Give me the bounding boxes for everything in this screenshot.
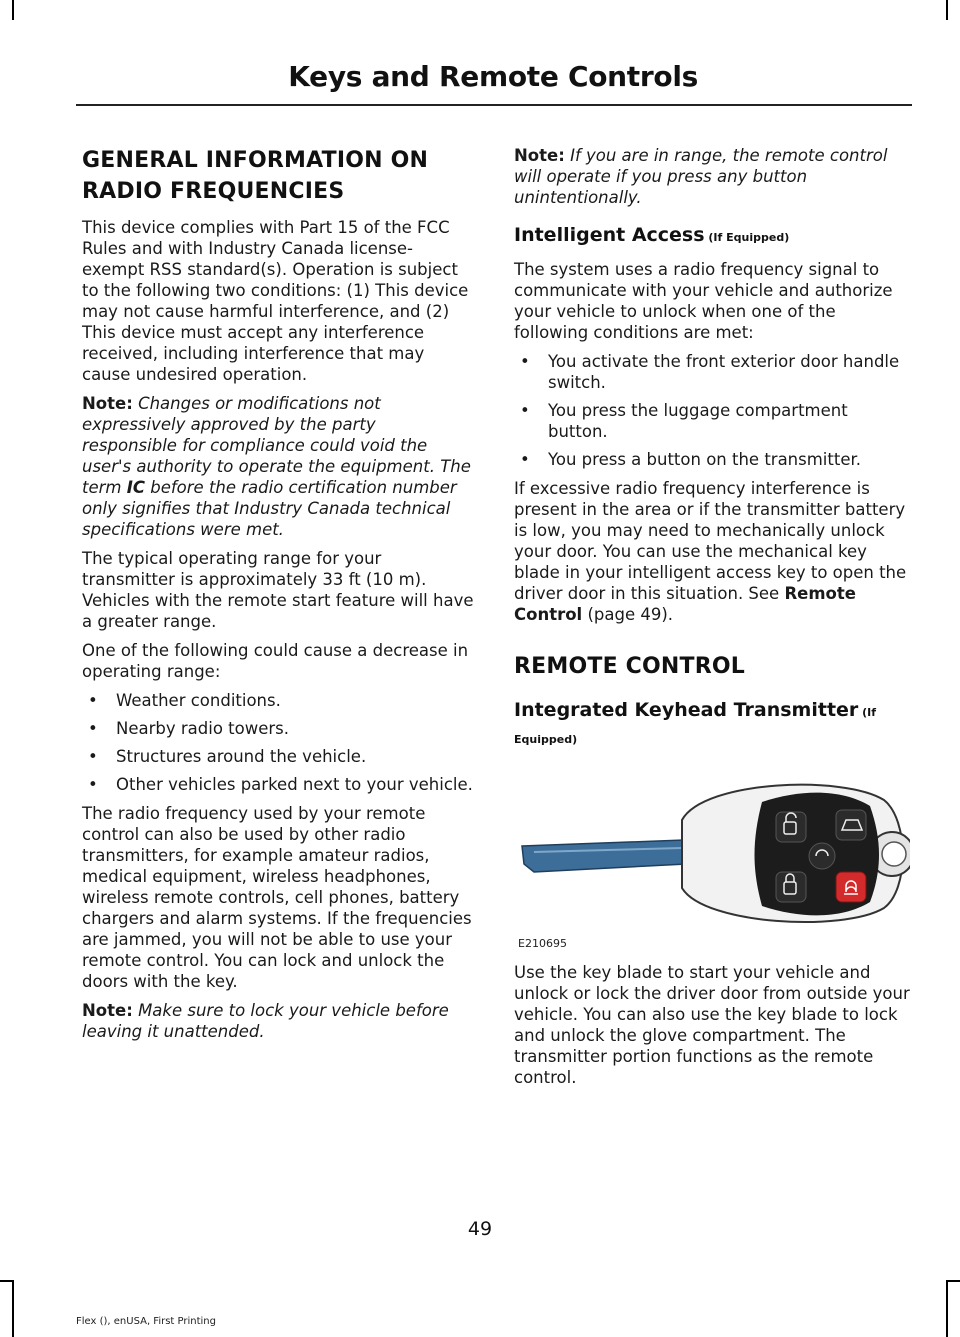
note-text-a: Changes or modifications not expressively approved by the party responsible for compliance could void the user's authority to operate the equipment. The term (82, 394, 471, 497)
heading-line-2: RADIO FREQUENCIES (82, 179, 345, 204)
unlock-conditions-list (514, 351, 910, 470)
fcc-compliance-paragraph: This device complies with Part 15 of the FCC Rules and with Industry Canada license-exempt RSS standard(s). Operation is subject to the following two conditions: (1) This device may not cause harmful interference, and (2) This device must accept any interference received, including interference that may cause undesired operation. (82, 218, 469, 384)
note-modifications (82, 393, 474, 540)
list-item: • You press the luggage compartment button. (520, 401, 848, 441)
interference-paragraph: If excessive radio frequency interference is present in the area or if the transmitter battery is low, you may need to mechanically unlock your door. You can use the mechanical key blade in your intelligent access key to open the driver door in this situation. See Remote Control (page 49). (514, 479, 907, 624)
crop-mark-top-left (12, 0, 14, 20)
list-item: • Nearby radio towers. (88, 719, 290, 738)
note-text-b: before the radio certification number only signifies that Industry Canada technical specifications were met. (82, 478, 457, 539)
list-item: • Weather conditions. (88, 691, 281, 710)
note-label: Note: (82, 1001, 133, 1020)
intelligent-access-heading: Intelligent Access (If Equipped) (514, 224, 790, 246)
left-column (82, 145, 474, 1050)
note-lock-vehicle (82, 1000, 474, 1042)
right-column (514, 145, 910, 1096)
list-item: • You activate the front exterior door handle switch. (520, 352, 900, 392)
crop-mark-bottom-right-v (946, 1280, 948, 1337)
keyhead-transmitter-illustration (514, 760, 910, 950)
section-heading-remote-control: REMOTE CONTROL (514, 654, 745, 679)
header-rule (76, 104, 912, 106)
section-heading-radio-frequencies (82, 145, 474, 207)
note-ic-term: IC (126, 478, 145, 497)
crop-mark-bottom-left-v (12, 1280, 14, 1337)
shared-frequency-paragraph: The radio frequency used by your remote control can also be used by other radio transmitters, for example amateur radios, medical equipment, wireless headphones, wireless remote controls, cell phones, battery chargers and alarm systems. If the frequencies are jammed, you will not be able to use your remote control. You can lock and unlock the doors with the key. (82, 804, 472, 991)
heading-line-1: GENERAL INFORMATION ON (82, 148, 429, 173)
footer-print-info: Flex (), enUSA, First Printing (76, 1316, 216, 1327)
note-text: If you are in range, the remote control will operate if you press any button unintentionally. (514, 146, 888, 207)
list-item: • Structures around the vehicle. (88, 747, 367, 766)
intelligent-access-paragraph: The system uses a radio frequency signal to communicate with your vehicle and authorize your vehicle to unlock when one of the following conditions are met: (514, 260, 893, 342)
key-blade-paragraph: Use the key blade to start your vehicle and unlock or lock the driver door from outside your vehicle. You can also use the key blade to lock and unlock the glove compartment. The transmitter portion functions as the remote control. (514, 963, 910, 1087)
list-item: • You press a button on the transmitter. (520, 450, 861, 469)
integrated-keyhead-heading: Integrated Keyhead Transmitter (If Equipped) (514, 699, 877, 746)
list-item: • Other vehicles parked next to your vehicle. (88, 775, 473, 794)
crop-mark-bottom-right-h (946, 1280, 960, 1282)
note-unintentional-press (514, 145, 910, 208)
figure-id: E210695 (518, 937, 567, 950)
range-decrease-intro: One of the following could cause a decrease in operating range: (82, 641, 469, 681)
keyhead-transmitter-figure (514, 760, 910, 950)
note-label: Note: (82, 394, 133, 413)
range-factors-list (82, 690, 474, 795)
note-label: Note: (514, 146, 565, 165)
crop-mark-bottom-left-h (0, 1280, 14, 1282)
remote-control-link[interactable]: Remote Control (514, 584, 856, 624)
note-text: Make sure to lock your vehicle before leaving it unattended. (82, 1001, 449, 1041)
operating-range-paragraph: The typical operating range for your transmitter is approximately 33 ft (10 m). Vehicles with the remote start feature will have a greater range. (82, 549, 474, 631)
page-number: 49 (467, 1218, 493, 1240)
crop-mark-top-right (946, 0, 948, 20)
page-header-title: Keys and Remote Controls (288, 60, 698, 93)
